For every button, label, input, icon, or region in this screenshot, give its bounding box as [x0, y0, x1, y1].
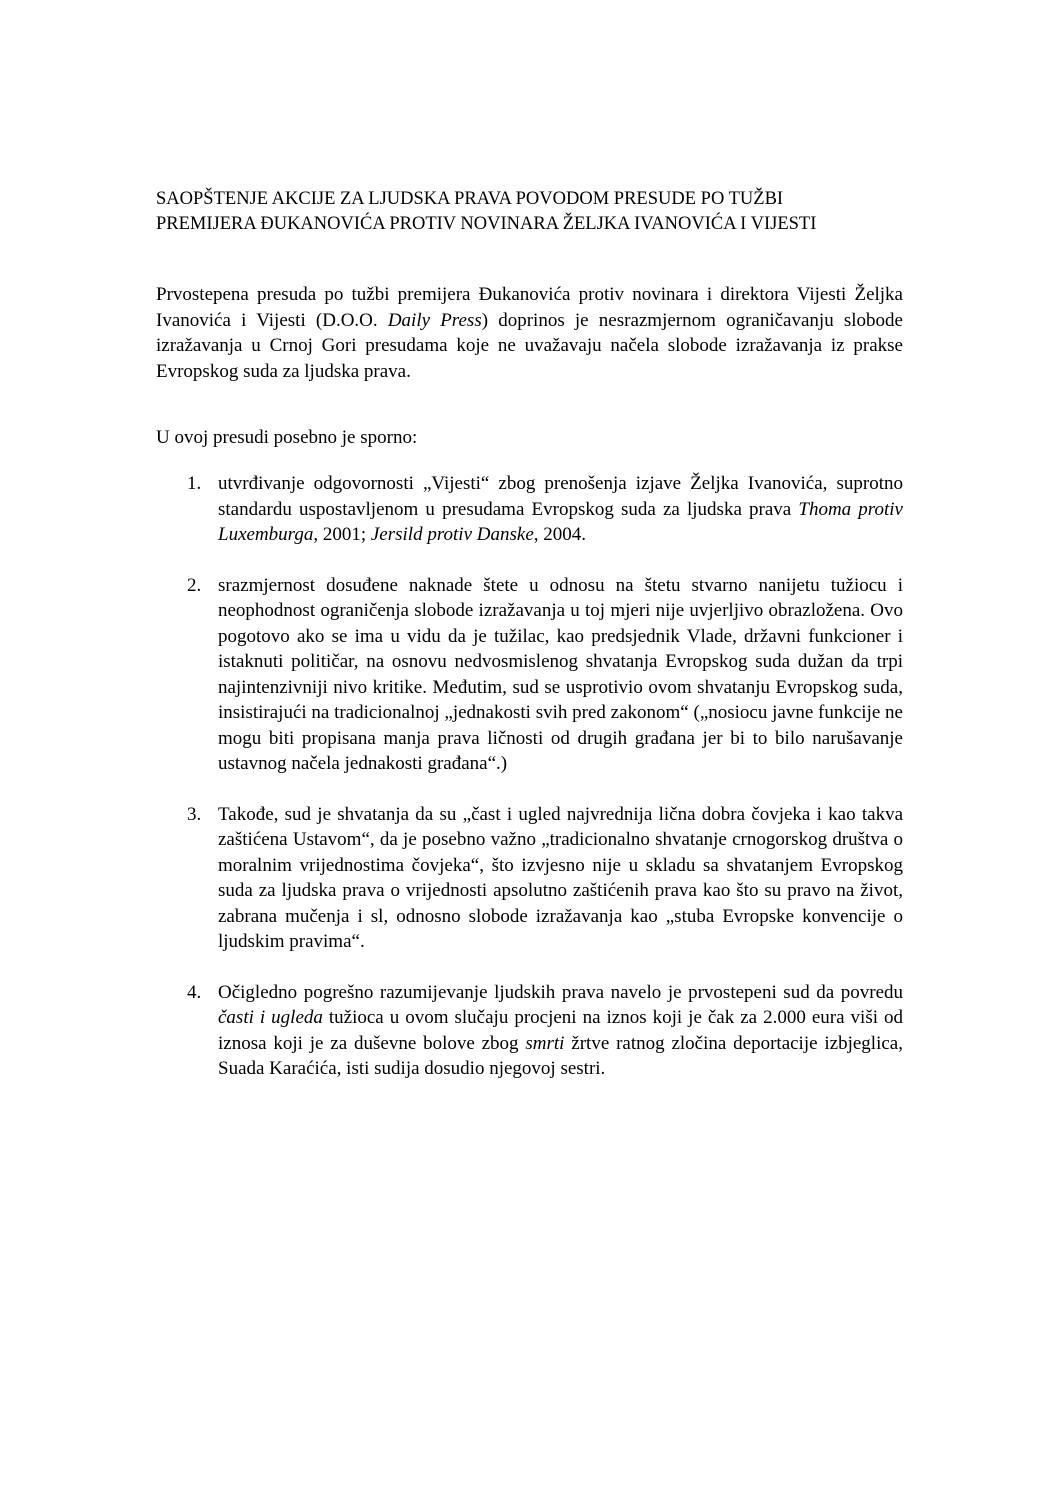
list-item-number: 4.	[187, 981, 202, 1003]
list-item-text: , 2004.	[533, 524, 586, 545]
lead-paragraph: U ovoj presudi posebno je sporno:	[156, 427, 418, 448]
list-item-text: , 2001;	[313, 524, 371, 545]
intro-italic-daily-press: Daily Press	[387, 309, 482, 331]
document-title	[156, 187, 916, 237]
list-item	[156, 802, 903, 955]
list-item	[156, 573, 903, 777]
list-item-number: 2.	[187, 574, 202, 596]
list-item-text: utvrđivanje odgovornosti „Vijesti“ zbog prenošenja izjave Željka Ivanovića, suprotno standardu uspostavljenom u presudama Evropskog suda za ljudska prava	[218, 473, 903, 520]
list-item-text: Takođe, sud je shvatanja da su „čast i ugled najvrednija lična dobra čovjeka i kao takva zaštićena Ustavom“, da je posebno važno „tradicionalno shvatanje crnogorskog društva o moralnim vrijednostima čovjeka“, što izvjesno nije u skladu sa shvatanjem Evropskog suda za ljudska prava o vrijednosti apsolutno zaštićenih prava kao što su pravo na život, zabrana mučenja i sl, odnosno slobode izražavanja kao „stuba Evropske konvencije o ljudskim pravima“.	[218, 803, 903, 952]
intro-paragraph	[156, 282, 903, 384]
list-item-number: 1.	[187, 473, 202, 494]
list-item-number: 3.	[187, 803, 202, 825]
list-item-text: srazmjernost dosuđene naknade štete u odnosu na štetu stvarno nanijetu tužiocu i neophodnost ograničenja slobode izražavanja u toj mjeri nije uvjerljivo obrazložena. Ovo pogotovo ako se ima u vidu da je tužilac, kao predsjednik Vlade, državni funkcioner i istaknuti političar, na osnovu nedvosmislenog shvatanja Evropskog suda dužan da trpi najintenzivniji nivo kritike. Međutim, sud se usprotivio ovom shvatanju Evropskog suda, insistirajući na tradicionalnoj „jednakosti svih pred zakonom“ („nosiocu javne funkcije ne mogu biti propisana manja prava ličnosti od drugih građana jer bi to bilo narušavanje ustavnog načela jednakosti građana“.)	[218, 574, 903, 774]
list-item-italic: Thoma protiv Luxemburga	[218, 498, 903, 545]
intro-text-1: Prvostepena presuda po tužbi premijera Đukanovića protiv novinara i direktora Vijesti Željka Ivanovića i Vijesti (D.O.O.	[156, 284, 903, 331]
numbered-list	[156, 471, 903, 1082]
list-item-text: žrtve ratnog zločina deportacije izbjeglica, Suada Karaćića, isti sudija dosudio njegovoj sestri.	[218, 1032, 903, 1079]
list-item-italic: Jersild protiv Danske	[370, 524, 534, 545]
list-item-text: Očigledno pogrešno razumijevanje ljudskih prava navelo je prvostepeni sud da povredu	[218, 981, 903, 1003]
list-item-italic: smrti	[525, 1032, 565, 1054]
list-item	[156, 471, 903, 548]
title-line-1: SAOPŠTENJE AKCIJE ZA LJUDSKA PRAVA POVODOM PRESUDE PO TUŽBI	[156, 189, 784, 209]
intro-text-2: ) doprinos je nesrazmjernom ograničavanju slobode izražavanja u Crnoj Gori presudama koje ne uvažavaju načela slobode izražavanja iz prakse Evropskog suda za ljudska prava.	[156, 309, 903, 382]
list-item-italic: časti i ugleda	[218, 1007, 323, 1028]
list-item	[156, 980, 903, 1082]
list-item-text: tužioca u ovom slučaju procjeni na iznos koji je čak za 2.000 eura viši od iznosa koji je za duševne bolove zbog	[218, 1007, 903, 1054]
title-line-2: PREMIJERA ĐUKANOVIĆA PROTIV NOVINARA ŽELJKA IVANOVIĆA I VIJESTI	[156, 214, 817, 234]
